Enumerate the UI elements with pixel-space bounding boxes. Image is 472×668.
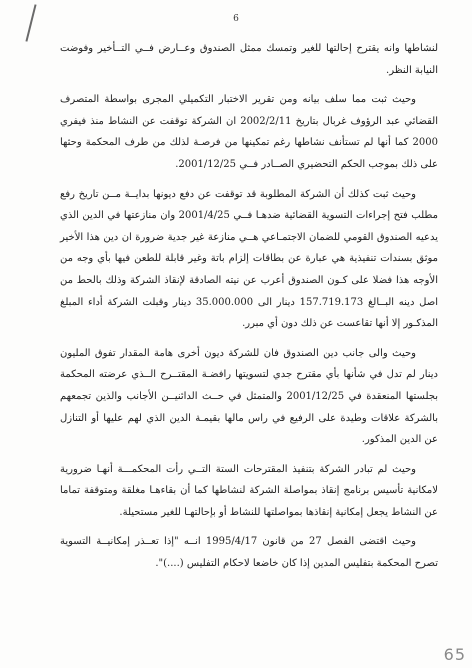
paragraph-payment-cessation: وحيث ثبت كذلك أن الشركة المطلوبة قد توقفت عن دفع ديونها بدايــة مــن تاريخ رفع مطلب فتح إجراءات التسوية القضائية ضدهـا فــي 2001/4/25 وان منازعتها في الدين الذي يدعيه الصندوق القومي للضمان الاجتمـاعي هــي منازعة غير جدية ضرورة ان دين هذا الأخير موثق بسندات تنفيذية هي عبارة عن بطاقات إلزام باتة وغير قابلة للطعن فيها بأي وجه من الأوجه هذا فضلا على كـون الصندوق أعرب عن نيته الصادقة لإنقاذ الشركة وذلك بالحط من اصل دينه البــالغ 157.719.173 دينار الى 35.000.000 دينار وقبلت الشركة أداء المبلغ المذكـور إلا أنها تقاعست عن ذلك دون أي مبرر.: [60, 188, 438, 330]
paragraph-legal-article: وحيث اقتضى الفصل 27 من قانون 1995/4/17 انــه "إذا تعــذر إمكانيــة التسوية تصرح المحكمة بتفليس المدين إذا كان خاضعا لاحكام التفليس (....)".: [60, 536, 438, 570]
handwritten-page-number: 65: [443, 645, 466, 664]
paragraph-other-debts: وحيث والى جانب دين الصندوق فان للشركة ديون أخرى هامة المقدار تفوق المليون دينار لم تدل في شأنها بأي مقترح جدي لتسويتها رافضـة المقتــرح الــذي عرضته المحكمة بجلستها المنعقدة في 2001/12/25 والمتمثل في حــث الدائنيــن الأجانب والذين تجمعهم بالشركة علاقات وطيدة على الرفيع في راس مالها بقيمـة الدين الذي لهم عليها أو التنازل عن الدين المذكور.: [60, 347, 438, 446]
paragraph-proposals-not-executed: وحيث لم تبادر الشركة بتنفيذ المقترحات الستة التــي رأت المحكمـــة أنهـا ضرورية لامكانية تأسيس برنامج إنقاذ بمواصلة الشركة لنشاطها كما أن بقاءهـا مغلقة ومتوقفة تماما عن النشاط يجعل إمكانية إنقاذها بمواصلتها للنشاط أو بإحالتهـا للغير مستحيلة.: [60, 463, 438, 518]
paragraph-suspension-activity: وحيث ثبت مما سلف بيانه ومن تقرير الاختبار التكميلي المجرى بواسطة المتصرف القضائي عبد الرؤوف غربال بتاريخ 2002/2/11 ان الشركة توقفت عن النشاط منذ فيفري 2000 كما أنها لم تستأنف نشاطها رغم تمكينها من فرصـة لذلك من طرف المحكمة وحثها على ذلك بموجب الحكم التحضيري الصــادر فــي 2001/12/25.: [60, 94, 439, 170]
page-number: 6: [233, 14, 239, 24]
document-body: [60, 38, 438, 575]
paragraph-continuation: لنشاطها وانه يقترح إحالتها للغير وتمسك ممثل الصندوق وعــارض فــي التــأخير وفوضت النيابة النظر.: [60, 43, 438, 76]
